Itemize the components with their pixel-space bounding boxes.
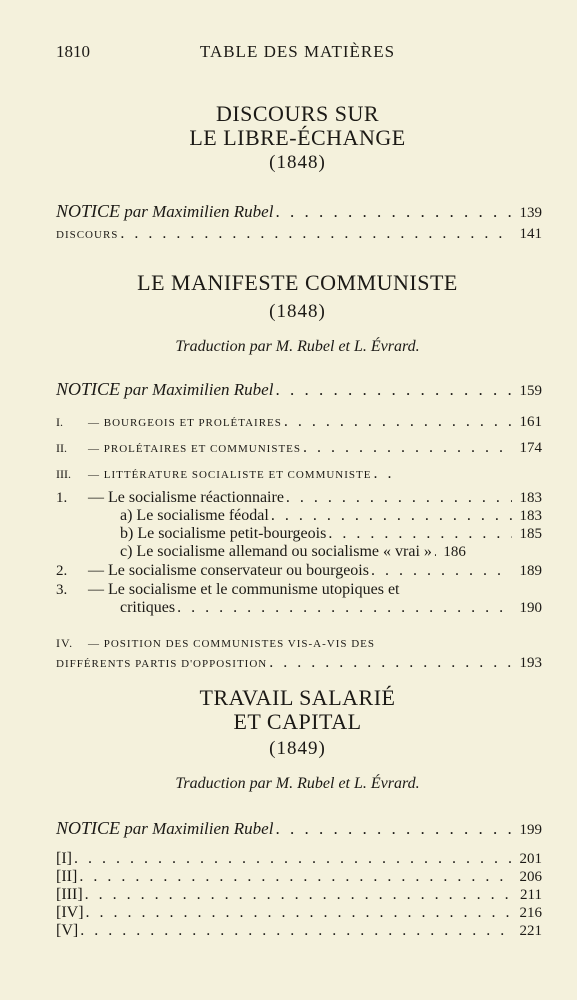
page-ref: 159	[519, 383, 542, 399]
toc-entry-sub-1c[interactable]: c) Le socialisme allemand ou socialisme « vrai » . . . 186	[56, 543, 542, 562]
page-ref: 183	[519, 490, 542, 506]
toc-entry-part-4[interactable]: IV. — POSITION DES COMMUNISTES VIS-A-VIS DES DIFFÉRENTS PARTIS D'OPPOSITION . . . 193	[56, 633, 542, 674]
page-ref: 193	[519, 655, 542, 671]
toc-entry-chapter-1[interactable]: [I] . . . 201	[56, 850, 542, 868]
toc-entry-part-2[interactable]: II. — PROLÉTAIRES ET COMMUNISTES . . . 174	[56, 439, 542, 465]
page-ref: 186	[443, 544, 466, 560]
page-ref: 190	[519, 600, 542, 616]
page-ref: 201	[519, 851, 542, 867]
toc-section2	[56, 379, 542, 403]
toc-entry-sub-1[interactable]: 1. — Le socialisme réactionnaire . . . 183	[56, 489, 542, 507]
toc-entry-chapter-5[interactable]: [V] . . . 221	[56, 922, 542, 940]
toc-entry-notice[interactable]: NOTICE par Maximilien Rubel . . . 139	[56, 201, 542, 225]
page-ref: 199	[519, 822, 542, 838]
page-ref: 185	[519, 526, 542, 542]
running-title: TABLE DES MATIÈRES	[199, 42, 396, 61]
page-ref: 189	[519, 563, 542, 579]
translation-credit: Traduction par M. Rubel et L. Évrard.	[175, 338, 420, 355]
toc-entry-chapter-3[interactable]: [III] . . . 211	[56, 886, 542, 904]
page-ref: 206	[519, 869, 542, 885]
section-year: (1848)	[269, 152, 326, 173]
page-ref: 211	[520, 887, 542, 903]
running-header	[56, 42, 539, 64]
page-ref: 139	[519, 205, 542, 221]
toc-entry-sub-1b[interactable]: b) Le socialisme petit-bourgeois . . . 185	[56, 525, 542, 543]
page-ref: 141	[519, 226, 542, 242]
section-title-manifeste: LE MANIFESTE COMMUNISTE	[137, 270, 458, 295]
section-title-libre-echange: DISCOURS SUR LE LIBRE-ÉCHANGE	[189, 101, 406, 150]
toc-entry-part-1[interactable]: I. — BOURGEOIS ET PROLÉTAIRES . . . 161	[56, 413, 542, 439]
toc-section2-parts	[56, 413, 542, 674]
toc-entry-notice[interactable]: NOTICE par Maximilien Rubel . . . 159	[56, 379, 542, 403]
toc-section3	[56, 818, 542, 940]
section-year: (1849)	[269, 738, 326, 759]
toc-entry-sub-2[interactable]: 2. — Le socialisme conservateur ou bourgeois . . . 189	[56, 562, 542, 581]
section-year: (1848)	[269, 301, 326, 322]
toc-entry-notice[interactable]: NOTICE par Maximilien Rubel . . . 199	[56, 818, 542, 850]
page-ref: 183	[519, 508, 542, 524]
toc-entry-chapter-2[interactable]: [II] . . . 206	[56, 868, 542, 886]
section-title-travail-salarie: TRAVAIL SALARIÉ ET CAPITAL	[199, 685, 396, 734]
page-ref: 216	[519, 905, 542, 921]
page-number: 1810	[56, 42, 90, 61]
toc-section1	[56, 201, 542, 243]
translation-credit: Traduction par M. Rubel et L. Évrard.	[175, 775, 420, 792]
toc-entry-sub-3[interactable]: 3. — Le socialisme et le communisme utopiques et critiques . . . 190	[56, 581, 542, 619]
page-ref: 161	[519, 414, 542, 430]
page-ref: 174	[519, 440, 542, 456]
page-ref: 221	[519, 923, 542, 939]
toc-entry-part-3[interactable]: III. — LITTÉRATURE SOCIALISTE ET COMMUNISTE . . .	[56, 465, 542, 489]
toc-entry-sub-1a[interactable]: a) Le socialisme féodal . . . 183	[56, 507, 542, 525]
toc-entry-chapter-4[interactable]: [IV] . . . 216	[56, 904, 542, 922]
toc-entry-discours[interactable]: DISCOURS . . . 141	[56, 225, 542, 243]
